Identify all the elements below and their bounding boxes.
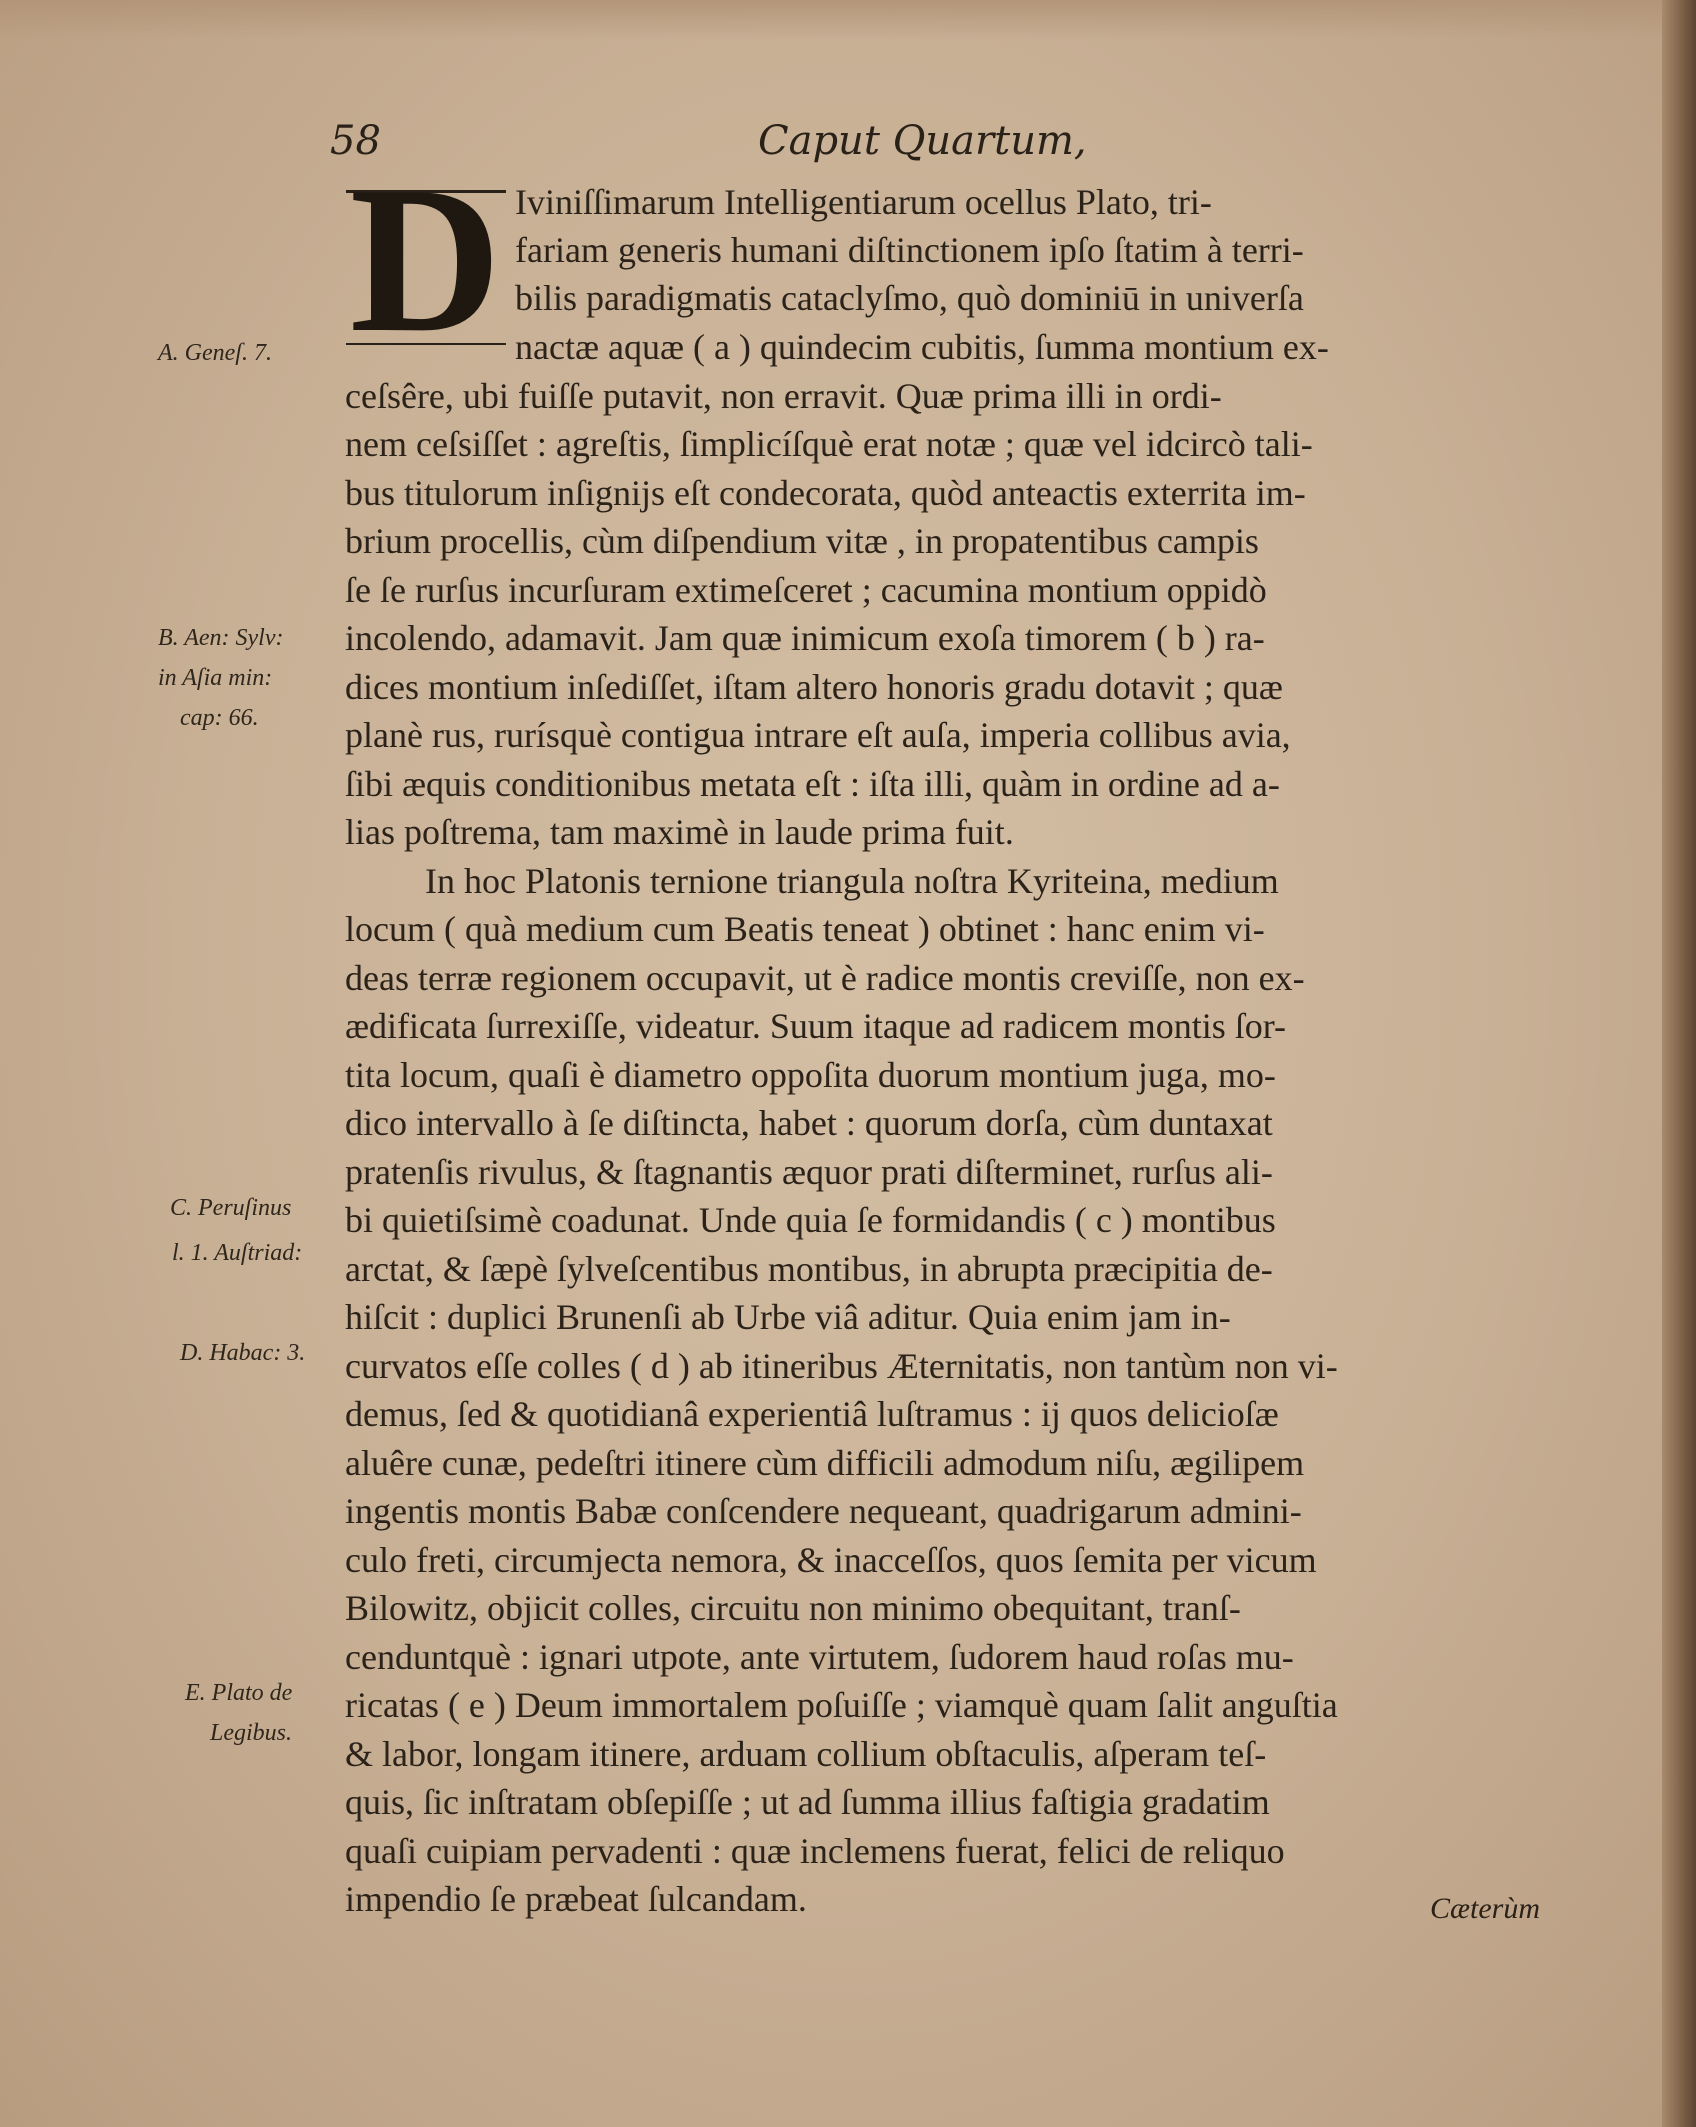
text-line: ricatas ( e ) Deum immortalem poſuiſſe ; viamquè quam ſalit anguſtia bbox=[345, 1685, 1338, 1725]
text-line: curvatos eſſe colles ( d ) ab itineribus Æternitatis, non tantùm non vi- bbox=[345, 1346, 1338, 1386]
margin-note: A. Geneſ. 7. bbox=[158, 340, 272, 366]
page-number: 58 bbox=[330, 118, 381, 164]
margin-note: E. Plato de bbox=[185, 1680, 293, 1706]
text-line: planè rus, rurísquè contigua intrare eſt auſa, imperia collibus avia, bbox=[345, 715, 1291, 755]
text-line: Bilowitz, objicit colles, circuitu non minimo obequitant, tranſ- bbox=[345, 1588, 1241, 1628]
text-line: nactæ aquæ ( a ) quindecim cubitis, ſumma montium ex- bbox=[515, 327, 1329, 367]
text-line: bilis paradigmatis cataclyſmo, quò dominiū in univerſa bbox=[515, 278, 1304, 318]
page-top-shadow bbox=[0, 0, 1696, 40]
text-line: locum ( quà medium cum Beatis teneat ) obtinet : hanc enim vi- bbox=[345, 909, 1265, 949]
text-line: bi quietiſsimè coadunat. Unde quia ſe formidandis ( c ) montibus bbox=[345, 1200, 1276, 1240]
text-line: & labor, longam itinere, arduam collium obſtaculis, aſperam teſ- bbox=[345, 1734, 1267, 1774]
text-line: bus titulorum inſignijs eſt condecorata, quòd anteactis exterrita im- bbox=[345, 473, 1306, 513]
text-line: aluêre cunæ, pedeſtri itinere cùm difficili admodum niſu, ægilipem bbox=[345, 1443, 1305, 1483]
text-line: ingentis montis Babæ conſcendere nequeant, quadrigarum admini- bbox=[345, 1491, 1302, 1531]
text-line: hiſcit : duplici Brunenſi ab Urbe viâ aditur. Quia enim jam in- bbox=[345, 1297, 1231, 1337]
text-line: cenduntquè : ignari utpote, ante virtutem, ſudorem haud roſas mu- bbox=[345, 1637, 1294, 1677]
text-line: brium procellis, cùm diſpendium vitæ , in propatentibus campis bbox=[345, 521, 1259, 561]
text-line: quis, ſic inſtratam obſepiſſe ; ut ad ſumma illius faſtigia gradatim bbox=[345, 1782, 1270, 1822]
text-line: dico intervallo à ſe diſtincta, habet : quorum dorſa, cùm duntaxat bbox=[345, 1103, 1273, 1143]
margin-note: l. 1. Auſtriad: bbox=[172, 1240, 303, 1266]
text-line: In hoc Platonis ternione triangula noſtra Kyriteina, medium bbox=[425, 861, 1279, 901]
drop-cap: D bbox=[349, 144, 502, 376]
catchword: Cæterùm bbox=[1430, 1892, 1541, 1925]
text-line: nem ceſsiſſet : agreſtis, ſimplicíſquè erat notæ ; quæ vel idcircò tali- bbox=[345, 424, 1313, 464]
margin-note: D. Habac: 3. bbox=[180, 1340, 306, 1366]
text-line: deas terræ regionem occupavit, ut è radice montis creviſſe, non ex- bbox=[345, 958, 1305, 998]
text-line: demus, ſed & quotidianâ experientiâ luſtramus : ij quos delicioſæ bbox=[345, 1394, 1279, 1434]
text-line: fariam generis humani diſtinctionem ipſo ſtatim à terri- bbox=[515, 230, 1304, 270]
margin-note: cap: 66. bbox=[180, 705, 259, 731]
text-line: tita locum, quaſi è diametro oppoſita duorum montium juga, mo- bbox=[345, 1055, 1276, 1095]
running-head: Caput Quartum, bbox=[758, 118, 1087, 164]
text-line: impendio ſe præbeat ſulcandam. bbox=[345, 1879, 807, 1919]
text-line: quaſi cuipiam pervadenti : quæ inclemens fuerat, felici de reliquo bbox=[345, 1831, 1285, 1871]
text-line: ædificata ſurrexiſſe, videatur. Suum itaque ad radicem montis ſor- bbox=[345, 1006, 1287, 1046]
text-line: incolendo, adamavit. Jam quæ inimicum exoſa timorem ( b ) ra- bbox=[345, 618, 1265, 658]
text-line: dices montium inſediſſet, iſtam altero honoris gradu dotavit ; quæ bbox=[345, 667, 1283, 707]
text-line: ceſsêre, ubi fuiſſe putavit, non erravit. Quæ prima illi in ordi- bbox=[345, 376, 1222, 416]
text-line: arctat, & ſæpè ſylveſcentibus montibus, in abrupta præcipitia de- bbox=[345, 1249, 1273, 1289]
text-line: ſe ſe rurſus incurſuram extimeſceret ; cacumina montium oppidò bbox=[345, 570, 1267, 610]
margin-note: C. Peruſinus bbox=[170, 1195, 292, 1221]
margin-note: B. Aen: Sylv: bbox=[158, 625, 284, 651]
text-line: pratenſis rivulus, & ſtagnantis æquor prati diſterminet, rurſus ali- bbox=[345, 1152, 1273, 1192]
page-spine-edge bbox=[1662, 0, 1696, 2127]
text-line: lias poſtrema, tam maximè in laude prima fuit. bbox=[345, 812, 1014, 852]
text-line: culo freti, circumjecta nemora, & inacceſſos, quos ſemita per vicum bbox=[345, 1540, 1317, 1580]
text-line: ſibi æquis conditionibus metata eſt : iſta illi, quàm in ordine ad a- bbox=[345, 764, 1280, 804]
margin-note: in Aſia min: bbox=[158, 665, 273, 691]
text-line: Iviniſſimarum Intelligentiarum ocellus Plato, tri- bbox=[515, 182, 1212, 222]
margin-note: Legibus. bbox=[210, 1720, 293, 1746]
